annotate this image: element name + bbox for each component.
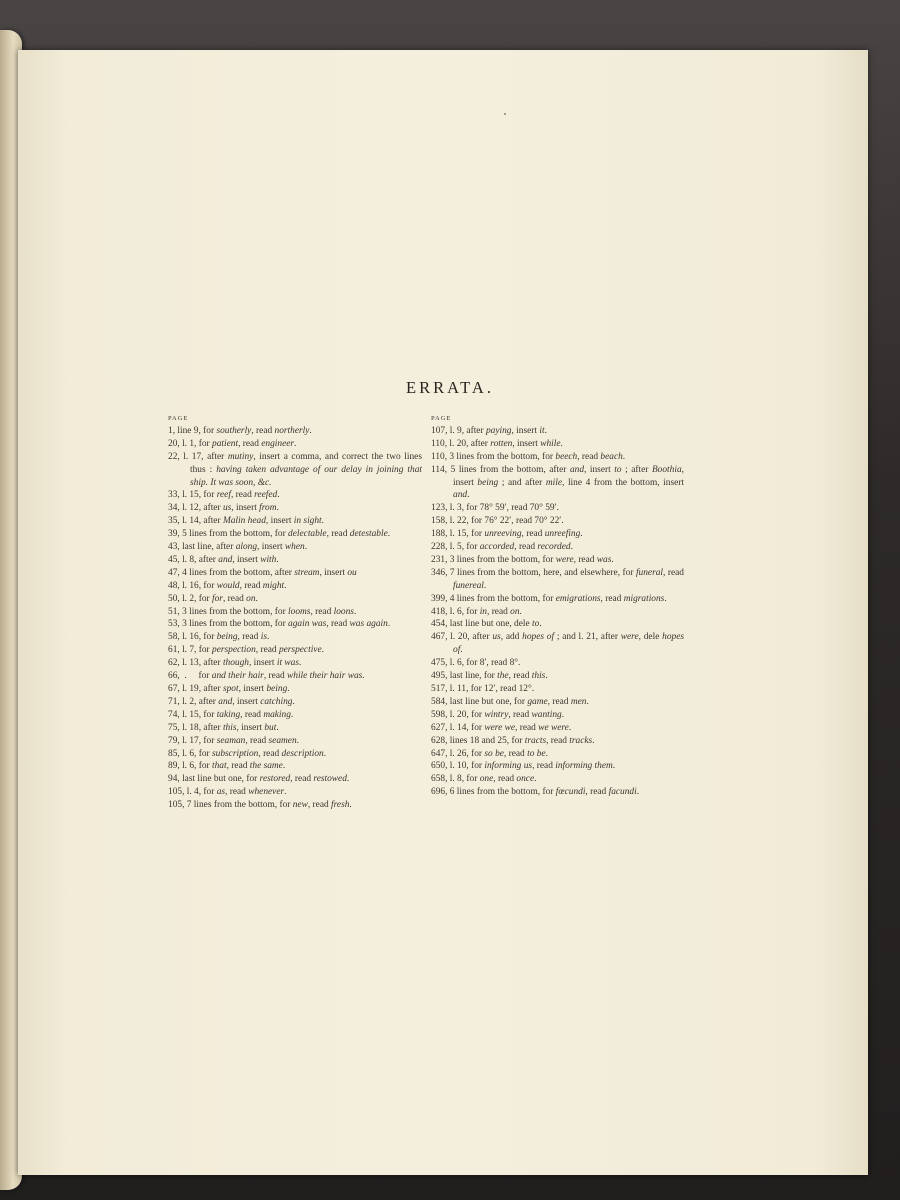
errata-entry: 22, l. 17, after mutiny, insert a comma, and correct the two lines thus : having taken advantage of our delay in joining that ship. It was soon, &c. [168, 451, 422, 488]
errata-entry: 647, l. 26, for so be, read to be. [431, 748, 548, 759]
errata-entry: 45, l. 8, after and, insert with. [168, 554, 279, 565]
errata-entry: 228, l. 5, for accorded, read recorded. [431, 542, 573, 553]
errata-entry: 47, 4 lines from the bottom, after stream, insert ou [168, 567, 357, 578]
errata-list-right [431, 425, 684, 799]
errata-entry: 598, l. 20, for wintry, read wanting. [431, 709, 565, 720]
errata-entry: 62, l. 13, after though, insert it was. [168, 658, 302, 669]
errata-entry: 66, . for and their hair, read while their hair was. [168, 671, 365, 682]
errata-entry: 399, 4 lines from the bottom, for emigrations, read migrations. [431, 593, 667, 604]
errata-entry: 85, l. 6, for subscription, read description. [168, 748, 327, 759]
column-page-label: PAGE [168, 415, 189, 422]
errata-entry: 105, l. 4, for as, read whenever. [168, 787, 287, 798]
errata-entry: 114, 5 lines from the bottom, after and, insert to ; after Boothia, insert being ; and after mile, line 4 from the bottom, insert and. [431, 464, 684, 501]
errata-entry: 696, 6 lines from the bottom, for fœcundi, read facundi. [431, 787, 640, 798]
errata-entry: 74, l. 15, for taking, read making. [168, 709, 294, 720]
errata-entry: 79, l. 17, for seaman, read seamen. [168, 735, 299, 746]
errata-entry: 495, last line, for the, read this. [431, 671, 548, 682]
errata-entry: 475, l. 6, for 8′, read 8°. [431, 658, 521, 669]
errata-entry: 50, l. 2, for for, read on. [168, 593, 258, 604]
errata-entry: 650, l. 10, for informing us, read informing them. [431, 761, 616, 772]
errata-entry: 123, l. 3, for 78° 59′, read 70° 59′. [431, 503, 559, 514]
errata-entry: 107, l. 9, after paying, insert it. [431, 425, 547, 436]
errata-entry: 517, l. 11, for 12′, read 12°. [431, 684, 535, 695]
errata-entry: 658, l. 8, for one, read once. [431, 774, 537, 785]
errata-right-column [431, 412, 684, 799]
errata-entry: 43, last line, after along, insert when. [168, 542, 308, 553]
errata-left-column [168, 412, 422, 812]
errata-entry: 71, l. 2, after and, insert catching. [168, 696, 295, 707]
errata-entry: 454, last line but one, dele to. [431, 619, 542, 630]
errata-entry: 75, l. 18, after this, insert but. [168, 722, 279, 733]
errata-entry: 110, 3 lines from the bottom, for beech, read beach. [431, 451, 626, 462]
errata-entry: 188, l. 15, for unreeving, read unreefing. [431, 529, 583, 540]
errata-entry: 105, 7 lines from the bottom, for new, read fresh. [168, 800, 352, 811]
paper-speck [504, 113, 506, 115]
errata-entry: 67, l. 19, after spot, insert being. [168, 684, 290, 695]
page-title: ERRATA. [406, 378, 494, 397]
errata-entry: 628, lines 18 and 25, for tracts, read tracks. [431, 735, 595, 746]
errata-entry: 51, 3 lines from the bottom, for looms, read loons. [168, 606, 357, 617]
errata-list-left [168, 425, 422, 812]
errata-entry: 346, 7 lines from the bottom, here, and elsewhere, for funeral, read funereal. [431, 567, 684, 591]
errata-entry: 627, l. 14, for were we, read we were. [431, 722, 572, 733]
errata-entry: 584, last line but one, for game, read men. [431, 696, 589, 707]
errata-entry: 34, l. 12, after us, insert from. [168, 503, 279, 514]
errata-entry: 58, l. 16, for being, read is. [168, 632, 270, 643]
errata-entry: 94, last line but one, for restored, read restowed. [168, 774, 350, 785]
errata-entry: 158, l. 22, for 76° 22′, read 70° 22′. [431, 516, 564, 527]
errata-entry: 48, l. 16, for would, read might. [168, 580, 287, 591]
errata-entry: 418, l. 6, for in, read on. [431, 606, 522, 617]
errata-entry: 33, l. 15, for reef, read reefed. [168, 490, 280, 501]
errata-entry: 61, l. 7, for perspection, read perspective. [168, 645, 324, 656]
column-page-label: PAGE [431, 415, 452, 422]
errata-entry: 53, 3 lines from the bottom, for again was, read was again. [168, 619, 391, 630]
errata-entry: 467, l. 20, after us, add hopes of ; and l. 21, after were, dele hopes of. [431, 632, 685, 656]
errata-entry: 89, l. 6, for that, read the same. [168, 761, 286, 772]
errata-entry: 39, 5 lines from the bottom, for delectable, read detestable. [168, 529, 391, 540]
errata-entry: 35, l. 14, after Malin head, insert in sight. [168, 516, 324, 527]
errata-entry: 110, l. 20, after rotten, insert while. [431, 438, 563, 449]
errata-entry: 20, l. 1, for patient, read engineer. [168, 438, 297, 449]
errata-entry: 231, 3 lines from the bottom, for were, read was. [431, 554, 614, 565]
errata-entry: 1, line 9, for southerly, read northerly. [168, 425, 312, 436]
